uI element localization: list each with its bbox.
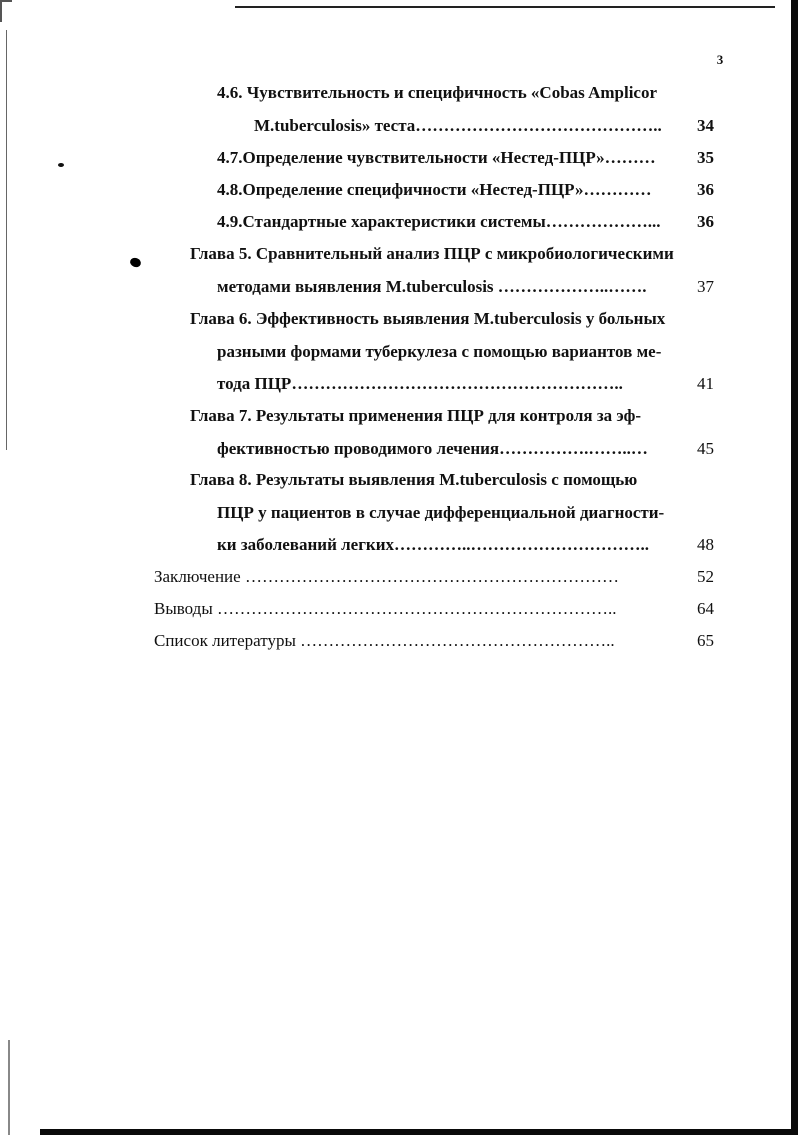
scan-top-edge (235, 6, 775, 8)
scan-left-edge-lower (8, 1040, 10, 1135)
scan-speck (58, 163, 64, 167)
toc-entry-chapter-7-line-2: фективностью проводимого лечения…………….……..… (217, 439, 648, 458)
toc-page-4-8: 36 (697, 180, 714, 199)
toc-entry-chapter-6-line-3: тода ПЦР………………………………………………….. (217, 374, 623, 393)
toc-page-4-6: 34 (697, 116, 714, 135)
scan-right-edge (791, 0, 798, 1135)
toc-page-findings: 64 (697, 599, 714, 618)
toc-entry-chapter-5-line-1: Глава 5. Сравнительный анализ ПЦР с микробиологическими (190, 244, 674, 263)
scan-left-edge (6, 30, 7, 450)
toc-entry-chapter-8-line-3: ки заболеваний легких…………..………………………….. (217, 535, 650, 554)
toc-entry-4-7: 4.7.Определение чувствительности «Нестед-ПЦР»……… (217, 148, 656, 167)
toc-page-chapter-6: 41 (697, 374, 714, 393)
toc-page-4-9: 36 (697, 212, 714, 231)
toc-entry-chapter-8-line-2: ПЦР у пациентов в случае дифференциальной диагности- (217, 503, 665, 522)
toc-entry-findings: Выводы …………………………………………………………….. (154, 599, 617, 618)
toc-entry-4-6-line-2: M.tuberculosis» теста…………………………………….. (254, 116, 662, 135)
toc-entry-chapter-6-line-2: разными формами туберкулеза с помощью вариантов ме- (217, 342, 662, 361)
scan-bottom-edge (40, 1129, 798, 1135)
page-number: 3 (716, 52, 724, 67)
toc-entry-4-9: 4.9.Стандартные характеристики системы………………... (217, 212, 661, 231)
toc-page-chapter-5: 37 (697, 277, 714, 296)
toc-page-chapter-7: 45 (697, 439, 714, 458)
toc-entry-chapter-5-line-2: методами выявления M.tuberculosis ………………..……. (217, 277, 647, 296)
toc-entry-4-8: 4.8.Определение специфичности «Нестед-ПЦР»………… (217, 180, 652, 199)
toc-page-chapter-8: 48 (697, 535, 714, 554)
toc-page-4-7: 35 (697, 148, 714, 167)
toc-entry-chapter-7-line-1: Глава 7. Результаты применения ПЦР для контроля за эф- (190, 406, 642, 425)
toc-entry-chapter-8-line-1: Глава 8. Результаты выявления M.tuberculosis с помощью (190, 470, 638, 489)
toc-page-conclusion: 52 (697, 567, 714, 586)
toc-page-references: 65 (697, 631, 714, 650)
scan-speck (129, 256, 142, 268)
toc-entry-chapter-6-line-1: Глава 6. Эффективность выявления M.tuberculosis у больных (190, 309, 666, 328)
toc-entry-references: Список литературы ……………………………………………….. (154, 631, 615, 650)
toc-entry-4-6-line-1: 4.6. Чувствительность и специфичность «Cobas Amplicor (217, 83, 658, 102)
scan-corner-mark (0, 0, 12, 22)
toc-entry-conclusion: Заключение ………………………………………………………… (154, 567, 619, 586)
